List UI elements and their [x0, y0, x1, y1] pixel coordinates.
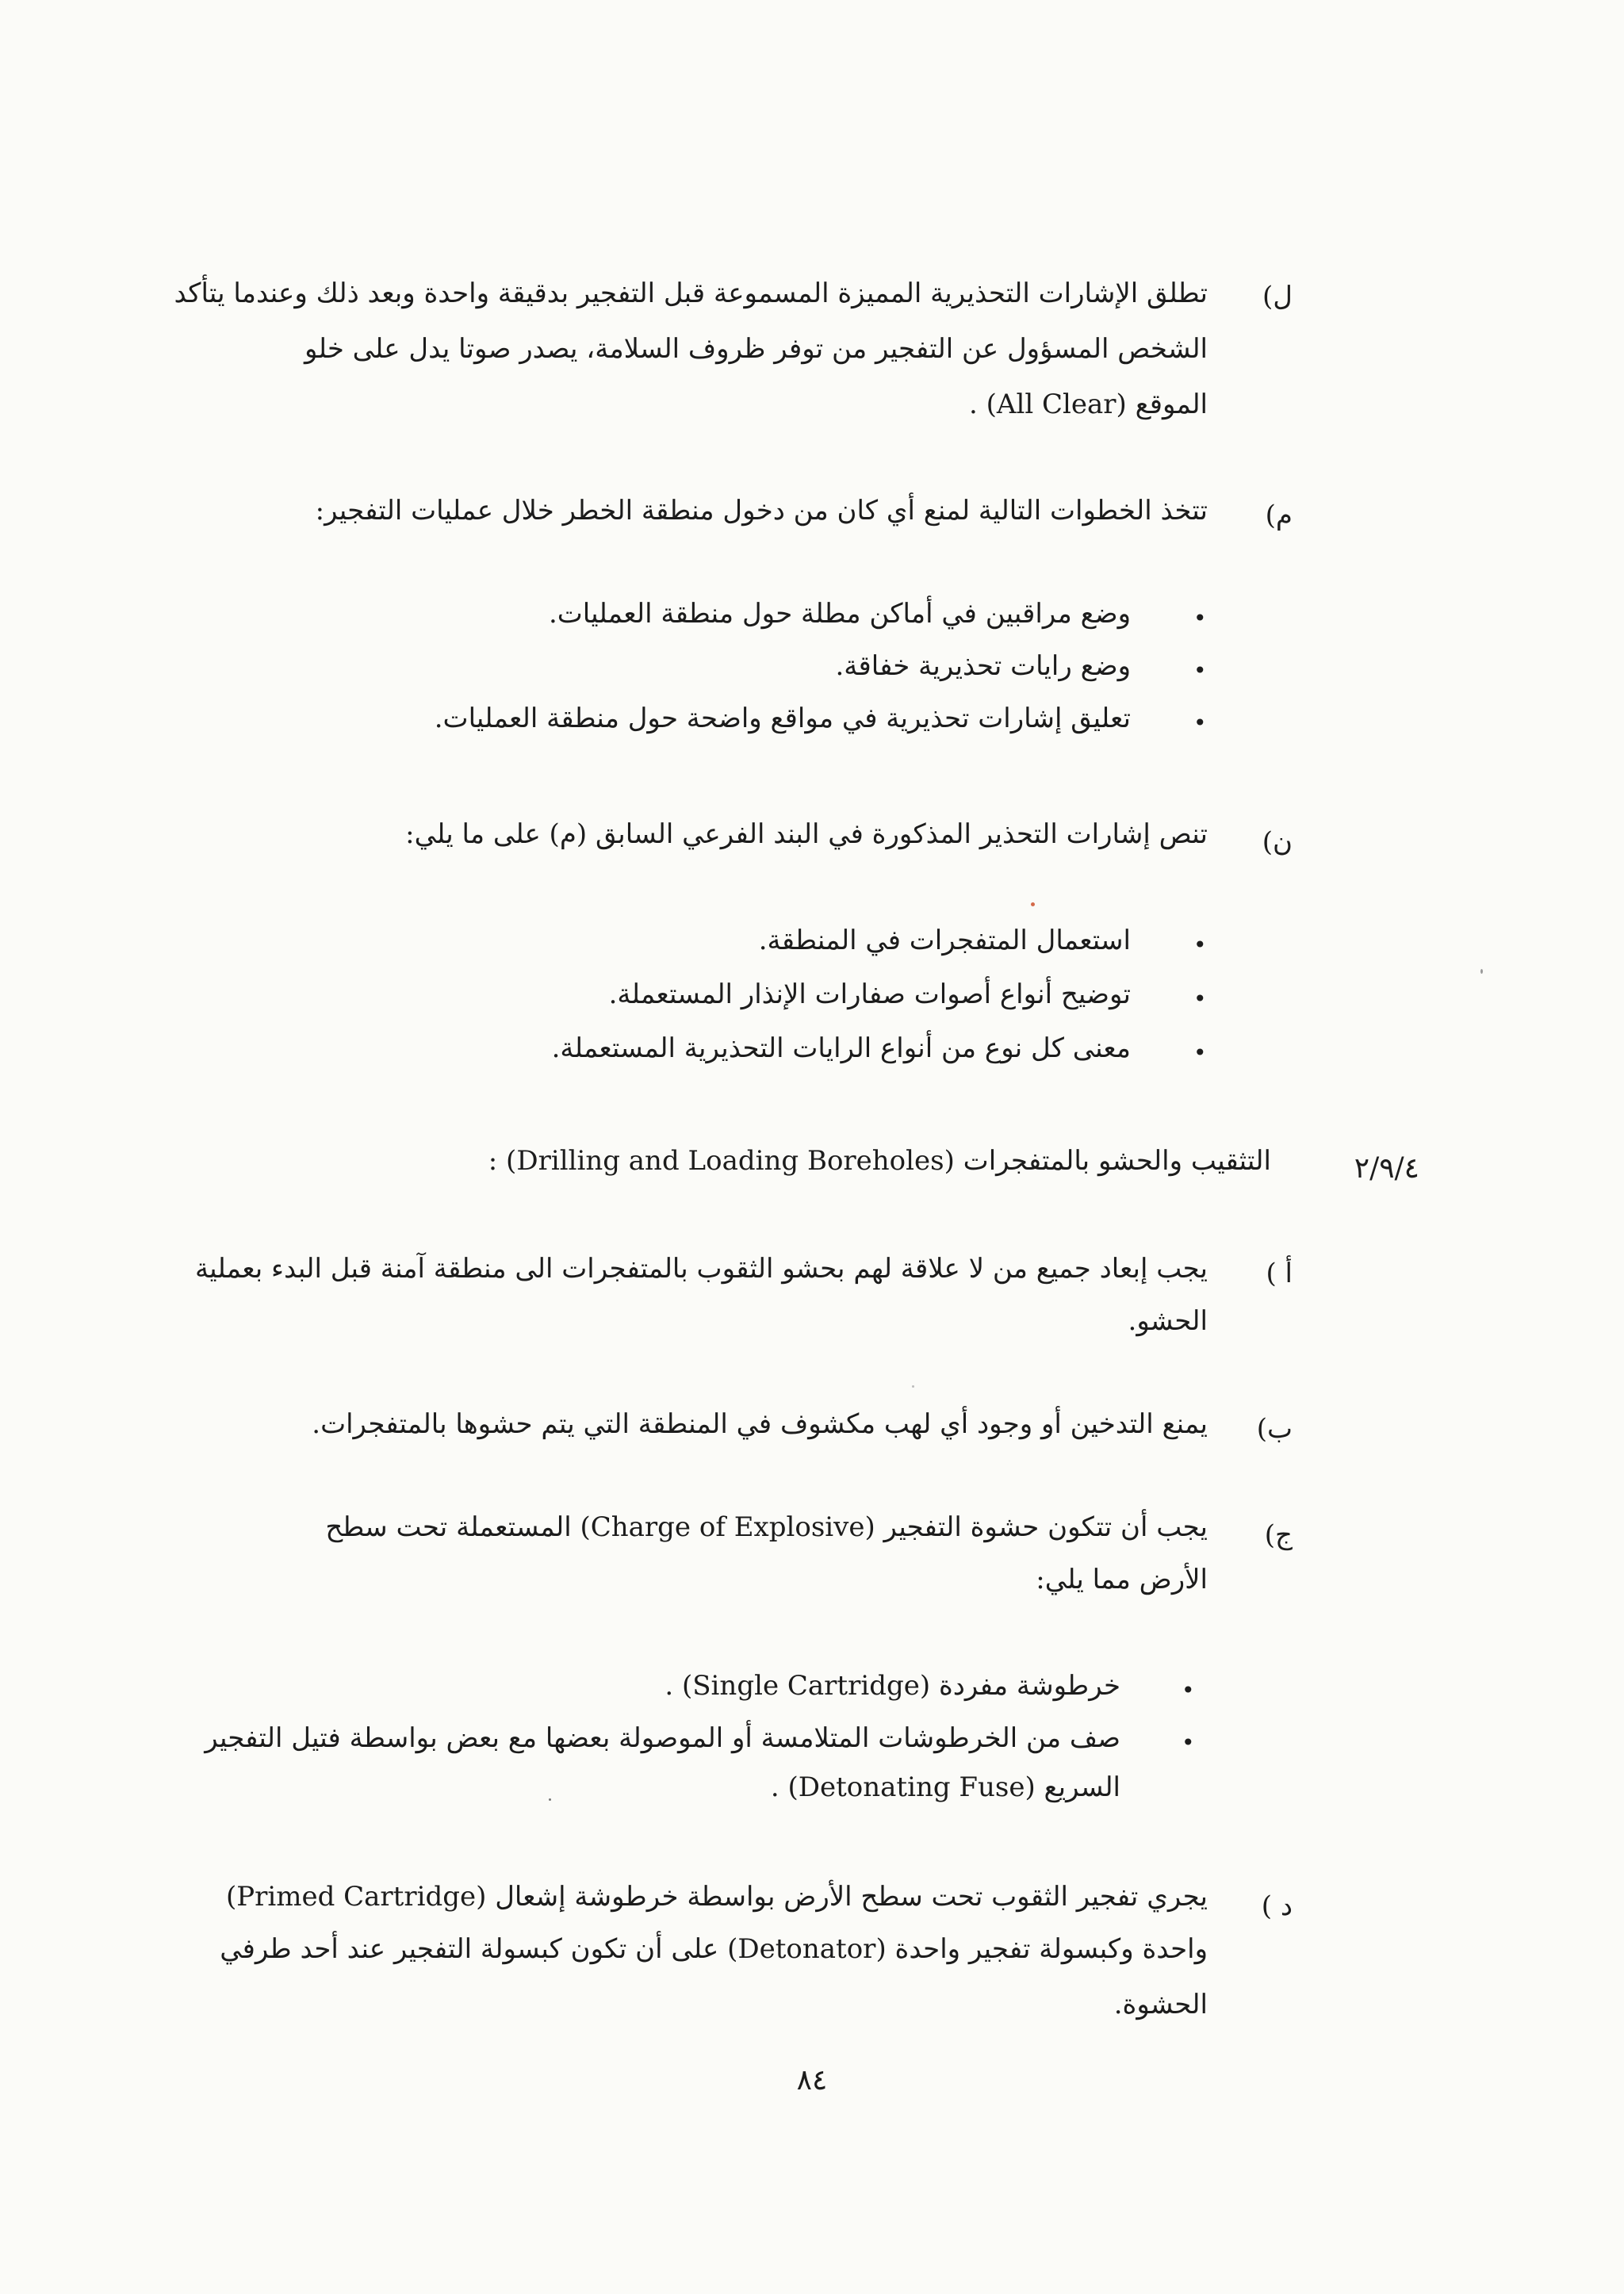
scan-speck: [549, 1798, 551, 1801]
sub-label-d: د ): [1261, 1890, 1293, 1922]
bullet-dot: •: [1193, 1040, 1207, 1066]
item-m-bullet-2: وضع رايات تحذيرية خفاقة.: [835, 650, 1131, 682]
item-m-bullet-1: وضع مراقبين في أماكن مطلة حول منطقة العمليات.: [548, 598, 1131, 630]
sub-j-bullet-2-continuation: السريع (Detonating Fuse) .: [770, 1771, 1120, 1803]
sub-j-bullet-2: صف من الخرطوشات المتلامسة أو الموصولة بعضها مع بعض بواسطة فتيل التفجير: [205, 1722, 1120, 1754]
item-label-l: ل): [1262, 281, 1293, 312]
sub-j-line-1: يجب أن تتكون حشوة التفجير (Charge of Explosive) المستعملة تحت سطح: [325, 1511, 1208, 1543]
item-n-bullet-3: معنى كل نوع من أنواع الرايات التحذيرية المستعملة.: [551, 1032, 1131, 1064]
sub-label-j: ج): [1264, 1519, 1293, 1551]
item-m-bullet-3: تعليق إشارات تحذيرية في مواقع واضحة حول منطقة العمليات.: [434, 703, 1131, 734]
sub-d-line-1: يجري تفجير الثقوب تحت سطح الأرض بواسطة خرطوشة إشعال (Primed Cartridge): [225, 1881, 1208, 1913]
bullet-dot: •: [1193, 657, 1207, 684]
sub-b-text: يمنع التدخين أو وجود أي لهب مكشوف في المنطقة التي يتم حشوها بالمتفجرات.: [312, 1408, 1208, 1440]
item-label-n: ن): [1262, 826, 1293, 858]
bullet-dot: •: [1193, 932, 1207, 958]
item-l-line-2: الشخص المسؤول عن التفجير من توفر ظروف السلامة، يصدر صوتا يدل على خلو: [304, 333, 1208, 365]
item-l-line-1: تطلق الإشارات التحذيرية المميزة المسموعة قبل التفجير بدقيقة واحدة وبعد ذلك وعندما يتأكد: [174, 278, 1208, 309]
scan-speck: [912, 1385, 914, 1388]
sub-a-line-1: يجب إبعاد جميع من لا علاقة لهم بحشو الثقوب بالمتفجرات الى منطقة آمنة قبل البدء بعملية: [194, 1253, 1208, 1285]
item-n-text: تنص إشارات التحذير المذكورة في البند الفرعي السابق (م) على ما يلي:: [405, 818, 1208, 850]
page-number: ٨٤: [796, 2064, 828, 2097]
bullet-dot: •: [1193, 986, 1207, 1012]
section-title: التثقيب والحشو بالمتفجرات (Drilling and Loading Boreholes) :: [488, 1145, 1271, 1177]
sub-label-b: ب): [1256, 1413, 1293, 1445]
sub-j-bullet-1: خرطوشة مفردة (Single Cartridge) .: [665, 1670, 1120, 1702]
item-label-m: م): [1265, 500, 1293, 531]
item-n-bullet-2: توضيح أنواع أصوات صفارات الإنذار المستعملة.: [608, 978, 1131, 1010]
bullet-dot: •: [1193, 710, 1207, 736]
section-number: ٢/٩/٤: [1354, 1152, 1419, 1185]
item-m-text: تتخذ الخطوات التالية لمنع أي كان من دخول منطقة الخطر خلال عمليات التفجير:: [315, 495, 1208, 527]
bullet-dot: •: [1193, 605, 1207, 631]
sub-a-line-2: الحشو.: [1128, 1305, 1208, 1337]
scan-speck: [1031, 902, 1035, 906]
bullet-dot: •: [1182, 1677, 1195, 1703]
sub-j-line-2: الأرض مما يلي:: [1036, 1564, 1208, 1595]
item-l-line-3: الموقع (All Clear) .: [969, 389, 1208, 420]
sub-d-line-2: واحدة وكبسولة تفجير واحدة (Detonator) على أن تكون كبسولة التفجير عند أحد طرفي: [220, 1933, 1208, 1965]
sub-label-a: أ ): [1266, 1258, 1293, 1289]
bullet-dot: •: [1182, 1729, 1195, 1756]
item-n-bullet-1: استعمال المتفجرات في المنطقة.: [758, 925, 1131, 956]
sub-d-line-3: الحشوة.: [1113, 1989, 1208, 2020]
scan-speck: [1480, 969, 1483, 974]
